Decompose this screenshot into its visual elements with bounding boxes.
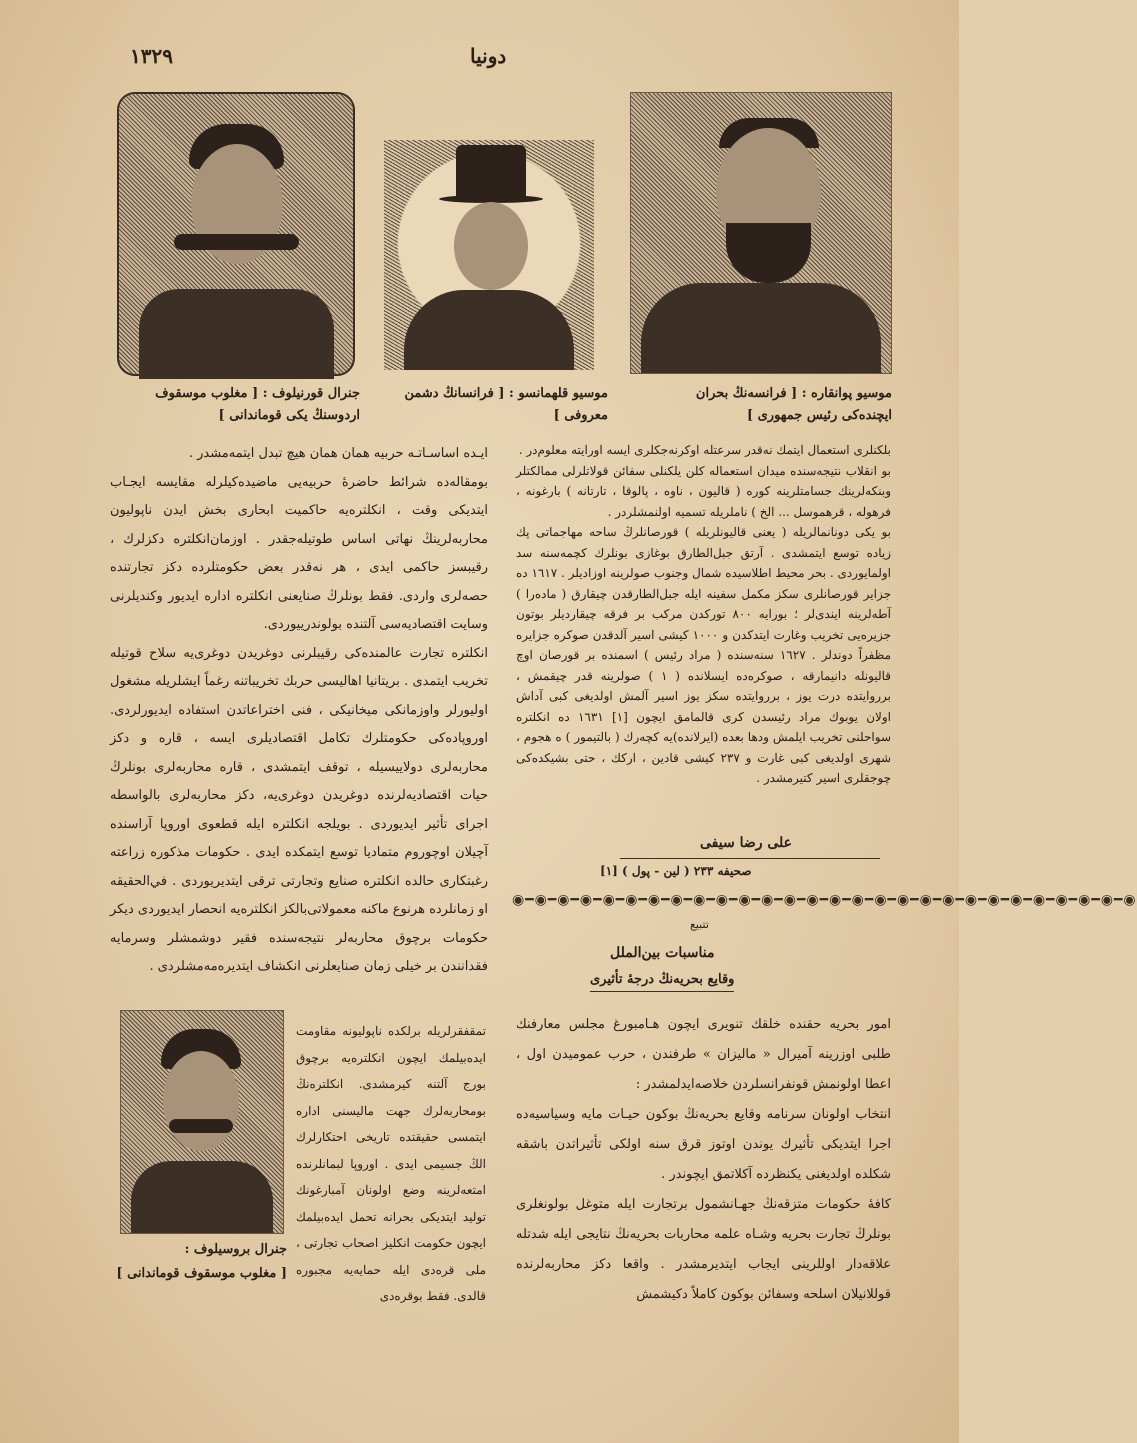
paragraph: امور بحريه حقنده خلقك تنويرى ايچون هـامبورغ مجلس معارفنك طلبى اوزرينه آميرال « ماليزان » طرفندن ، حرب عموميدن اول ، اعطا اولونمش قونفرانسلردن خلاصه‌ايدلمشدر : <box>516 1017 891 1092</box>
caption-brusilov: جنرال بروسيلوف : [ مغلوب موسقوف قوماندانى ] <box>116 1242 287 1281</box>
portrait-poincare <box>630 92 892 374</box>
paragraph: كافهٔ حكومات متزقه‌نڭ جهـانشمول برتجارت ايله متوغل بولونغلرى بونلرڭ تجارت بحريه وشـاه علمه محاربات بحريه‌نڭ نتايجى ايله شدتله علاقه‌دار اوللرينى ايجاب ايتديرمشدر . واقعا دكز محاربه‌لرنده قوللانيلان اسلحه وسفائن بوكون كاملاً دكيشمش <box>516 1197 891 1302</box>
paragraph: بومقاله‌ده شرائط حاضره‌ٔ حربيه‌يى ماضيده‌كيلرله مقايسه ايجـاب ايتديكى وقت ، انكلتره‌يه حاكميت ابحارى بخش ايدن ناپوليون محاربه‌لرينڭ نهاتى اساس طوتيله‌جقدر . اوزمان‌انكلتره دكزلرك ، رقيبسز حاكمى ايدى ، هر نه‌قدر بعض حكومتلرده دكز تجارتنده حصه‌لرى واردى. فقط بونلرڭ صنايعنى انكلتره اداره ايديور وكنديلرنى وسايت اقتصاديه‌سى آلتنده بولوندرييوردى. <box>110 474 488 632</box>
portrait-clemenceau <box>384 140 594 370</box>
paragraph: بو انقلاب نتيجه‌سنده ميدان استعماله كلن يلكنلى سفائن قولاتلرلى ممالكتلر وبنكه‌لرينك جسامتلرينه كوره ( قاليون ، ناوه ، پالوقا ، تارتانه ) بارغونه ، فرهوله ، قرهموسل ... الخ ) ناملريله تسميه اولنمشلردر . <box>516 463 891 519</box>
footnote-divider <box>620 858 880 859</box>
continued-label: تتبيع <box>690 918 709 931</box>
naval-article-column <box>516 1010 891 1310</box>
paragraph: تمقفقرلريله برلكده ناپوليونه مقاومت ايده‌بيلمك ايچون انكلتره‌يه برچوق بورج آلتنه كيرمشدى. انكلتره‌نڭ بومحاربه‌لرك جهت ماليسنى اداره ايتمسى حقيقتده تاريخى احتكارلرك الڭ جسيمى ايدى . اوروپا لبمانلرنده امتعه‌لرينه وضع اولونان آمبارغونك توليد ايتديكى بحرانه تحمل ايده‌بيلمك ايچون حكومت انكليز اصحاب تجارتى ، ملى قره‌دى ايله حمايه‌يه مجبوره قالدى. فقط بوقره‌دى <box>296 1024 486 1303</box>
paragraph: انكلتره تجارت عالمنده‌كى رقيبلرنى دوغريدن دوغرى‌يه سلاح قوتيله تخريب ايتمدى . بريتانيا اهاليسى حربك تخريباتنه رغماً ايشلريله مشغول اوليورلر واوزمانكى ميخانيكى ، فنى اختراعاتدن استفاده ايديورلردى. اوروپاده‌كى حكومتلرك تكامل اقتصاديلرى ايسه ، قاره و دكز محاربه‌لرى دولاييسيله ، توقف ايتمشدى ، قاره محاربه‌لرى بونلرڭ حيات اقتصاديه‌لرنده دوغريدن دوغرى‌يه، دكز محاربه‌لرى بالواسطه اجراى تأثير ايديوردى . بويلجه انكلتره ايله قطعوى اوروپا آراسنده آچيلان اوچوروم متماديا توسع ايتمكده ايدى . حكومات مذكوره زراعته رغبتكارى حالده انكلتره صنايع وتجارتى ترقى ايتديريوردى . في‌الحقيقه او زمانلرده هرنوع ماكنه معمولاتى‌بالكز انكلتره‌يه انحصار ايديوردى ديكر حكومات برچوق محاربه‌لر نتيجه‌سنده فقير دوشمشلر وسرمايه فقدانندن بر خيلى زمان صنايعلرنى انكشاف ايتديره‌مه‌مشلردى . <box>110 645 488 974</box>
caption-poincare: موسيو پوانقاره : [ فرانسه‌نڭ بحران ايچنده‌كى رئيس جمهورى ] <box>695 386 892 423</box>
ornamental-divider: ◉━◉━◉━◉━◉━◉━◉━◉━◉━◉━◉━◉━◉━◉━◉━◉━◉━◉━◉━◉━◉━◉━◉━◉━◉━◉━◉━◉ <box>512 892 1137 908</box>
page-number: ١٣٢٩ <box>130 44 173 68</box>
middle-article-column <box>296 1018 486 1310</box>
journal-title: دونيا <box>470 44 507 68</box>
paragraph: انتخاب اولونان سرنامه وقايع بحريه‌نڭ بوكون حيـات مايه وسياسيه‌ده اجرا ايتديكى تأثيرك يوندن اوتوز قرق سنه اولكى تأثيراتدن باشقه شكلده اولديغنى يكنظرده آكلاتمق ايچوندر . <box>516 1107 891 1182</box>
caption-clemenceau: موسيو قلهمانسو : [ فرانسانڭ دشمن معروفى ] <box>404 386 608 423</box>
paragraph: بلكنلرى استعمال ايتمك نه‌قدر سرعتله اوكرنه‌جكلرى ايسه اورايته معلوم‌در . <box>518 443 891 457</box>
footnote: [١] ( لين - پول ) صحيفه ٢٣٣ <box>600 864 752 878</box>
portrait-cornilov <box>117 92 355 376</box>
section-title: مناسبات بين‌الملل <box>610 945 715 961</box>
caption-cornilov: جنرال قورنيلوف : [ مغلوب موسقوف اردوسنڭ يكى قوماندانى ] <box>155 386 360 423</box>
author-signature: على رضا سيفى <box>700 835 793 851</box>
paragraph: بو يكى دونانمالريله ( يعنى قاليونلريله ) قورصانلرڭ ساحه مهاجماتى پك زياده توسع ايتمشدى . آرتق جبل‌الطارق بوغازى بونلرك كچمه‌سنه سد اولمايوردى . بحر محيط اطلاسيده شمال وجنوب صولرينه اوزاديلر . ١٦١٧ ده جزاير قورصانلرى سكز مكمل سفينه ايله جبل‌الطارقدن چيقارق ( ماده‌را ) آطه‌لرينه ايندى‌لر ؛ بورايه ٨٠٠ توركدن مركب بر فرقه چيقارديلر بوتون جزيره‌يى تخريب وغارت ايتدكدن و ١٠٠٠ كيشى اسير آلدقدن صوكره جزايره مظفراً دوندلر . ١٦٢٧ سنه‌سنده ( مراد رئيس ) اسمنده بر قورصان اوچ قاليونله دانيمارقه ، صوكره‌ده ايسلانده ( ١ ) صولرينه قدر چيقمش ، برروايتده درت يوز ، برروايتده سكز يوز اسير آلمش اولديغى كبى آداش اولان يوبوك مراد رئيسدن كرى قالمامق ايچون [١] ١٦٣١ ده انكلتره سواحلنى تخريب ايلمش ودها بعده (ايرلانده)يه كچه‌رك ( بالتيمور ) ه هجوم ، شهرى اولديغى كبى غارت و ٢٣٧ كيشى قادين ، اركك ، حتى بشيكده‌كى چوجقلرى اسير كتيرمشدر . <box>516 525 892 785</box>
portrait-brusilov <box>120 1010 284 1234</box>
paragraph: ايـده اساسـاتـه حربيه همان همان هيچ تبدل ايتمه‌مشدر . <box>188 446 488 461</box>
section-subtitle: وقايع بحريه‌نڭ درجهٔ تأثيرى <box>590 972 734 992</box>
right-article-column <box>516 440 891 789</box>
left-article-column <box>110 440 488 982</box>
